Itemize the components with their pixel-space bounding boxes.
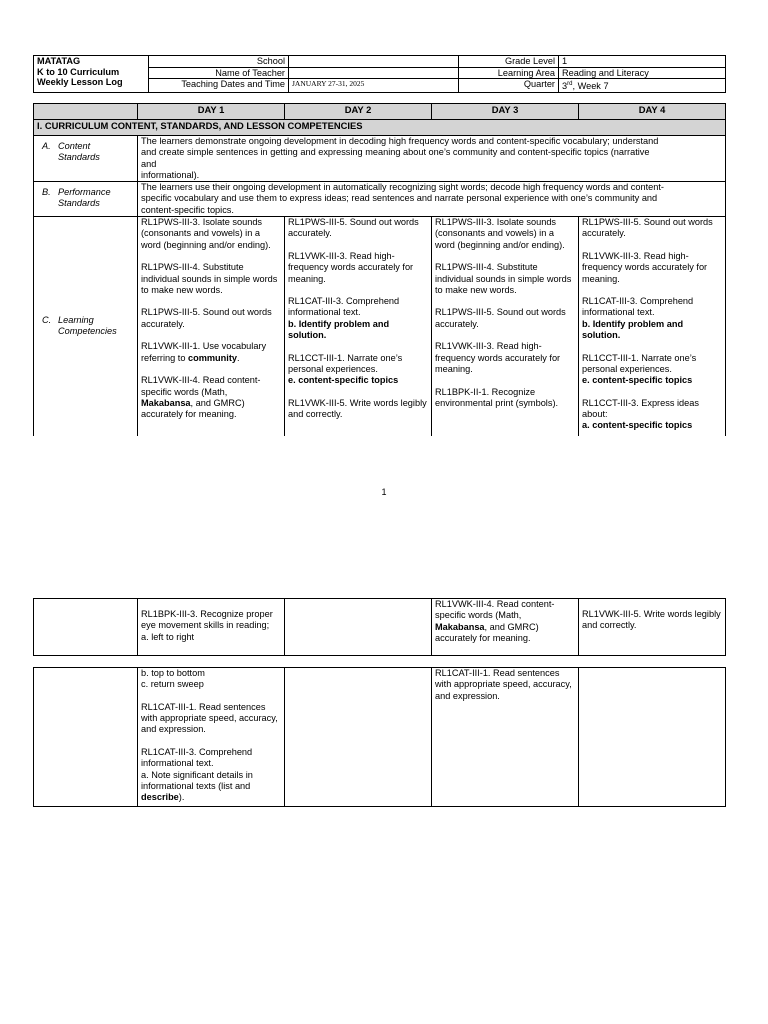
day4-competencies: RL1PWS-III-5. Sound out words accurately. RL1VWK-III-3. Read high-frequency words accurately for meaning. RL1CAT-III-3. Comprehend informational text. b. Identify problem and solution. RL1CCT-III-1. Narrate one’s personal experiences. e. content-specific topics RL1CCT-III-3. Express ideas about: a. content-specific topics <box>579 217 726 436</box>
learning-area-label: Learning Area <box>459 67 559 79</box>
day2-continuation-2 <box>285 668 432 807</box>
continuation-label-cell-2 <box>34 668 138 807</box>
day3-competencies: RL1PWS-III-3. Isolate sounds (consonants and vowels) in a word (beginning and/or ending). RL1PWS-III-4. Substitute individual sounds in simple words to make new words. RL1PWS-III-5. Sound out words accurately. RL1VWK-III-3. Read high-frequency words accurately for meaning. RL1BPK-II-1. Recognize environmental print (symbols). <box>432 217 579 436</box>
grade-level-value: 1 <box>559 56 726 68</box>
page-number: 1 <box>381 487 387 497</box>
performance-standards-text: The learners use their ongoing development in automatically recognizing sight words; decode high frequency words and content- specific vocabulary and use them to express ideas; read sentences and narrate personal experience with one’s community and content-specific topics. <box>138 182 726 217</box>
grade-level-label: Grade Level <box>459 56 559 68</box>
lesson-table <box>33 103 726 436</box>
day1-continuation: RL1BPK-III-3. Recognize proper eye movement skills in reading; a. left to right <box>138 599 285 656</box>
continuation-label-cell <box>34 599 138 656</box>
day2-competencies: RL1PWS-III-5. Sound out words accurately. RL1VWK-III-3. Read high-frequency words accurately for meaning. RL1CAT-III-3. Comprehend informational text. b. Identify problem and solution. RL1CCT-III-1. Narrate one’s personal experiences. e. content-specific topics RL1VWK-III-5. Write words legibly and correctly. <box>285 217 432 436</box>
continuation-table-2 <box>33 667 726 807</box>
day3-continuation: RL1VWK-III-4. Read content-specific words (Math, Makabansa, and GMRC) accurately for meaning. <box>432 599 579 656</box>
quarter-value: 3rd, Week 7 <box>559 79 726 93</box>
teacher-value <box>289 67 459 79</box>
day1-continuation-2: b. top to bottom c. return sweep RL1CAT-III-1. Read sentences with appropriate speed, accuracy, and expression. RL1CAT-III-3. Comprehend informational text. a. Note significant details in informational texts (list and describe). <box>138 668 285 807</box>
school-label: School <box>149 56 289 68</box>
content-standards-label: A. Content Standards <box>34 136 138 182</box>
day-header-3: DAY 3 <box>432 104 579 120</box>
school-value <box>289 56 459 68</box>
quarter-label: Quarter <box>459 79 559 93</box>
day-header-4: DAY 4 <box>579 104 726 120</box>
content-standards-text: The learners demonstrate ongoing development in decoding high frequency words and content-specific vocabulary; understand and create simple sentences in getting and expressing meaning about one’s community and content-specific topics (narrative and informational). <box>138 136 726 182</box>
document-title: MATATAG K to 10 Curriculum Weekly Lesson Log <box>34 56 149 93</box>
corner-cell <box>34 104 138 120</box>
learning-competencies-label: C. Learning Competencies <box>34 217 138 436</box>
day2-continuation <box>285 599 432 656</box>
dates-label: Teaching Dates and Time <box>149 79 289 93</box>
day4-continuation-2 <box>579 668 726 807</box>
day1-competencies: RL1PWS-III-3. Isolate sounds (consonants and vowels) in a word (beginning and/or ending). RL1PWS-III-4. Substitute individual sounds in simple words to make new words. RL1PWS-III-5. Sound out words accurately. RL1VWK-III-1. Use vocabulary referring to community. RL1VWK-III-4. Read content-specific words (Math, Makabansa, and GMRC) accurately for meaning. <box>138 217 285 436</box>
continuation-table-1 <box>33 598 726 656</box>
learning-area-value: Reading and Literacy <box>559 67 726 79</box>
teacher-label: Name of Teacher <box>149 67 289 79</box>
performance-standards-label: B. Performance Standards <box>34 182 138 217</box>
dates-value: JANUARY 27-31, 2025 <box>289 79 459 93</box>
day-header-2: DAY 2 <box>285 104 432 120</box>
day4-continuation: RL1VWK-III-5. Write words legibly and correctly. <box>579 599 726 656</box>
day3-continuation-2: RL1CAT-III-1. Read sentences with appropriate speed, accuracy, and expression. <box>432 668 579 807</box>
header-table <box>33 55 726 93</box>
section-title: I. CURRICULUM CONTENT, STANDARDS, AND LESSON COMPETENCIES <box>34 120 726 136</box>
day-header-1: DAY 1 <box>138 104 285 120</box>
